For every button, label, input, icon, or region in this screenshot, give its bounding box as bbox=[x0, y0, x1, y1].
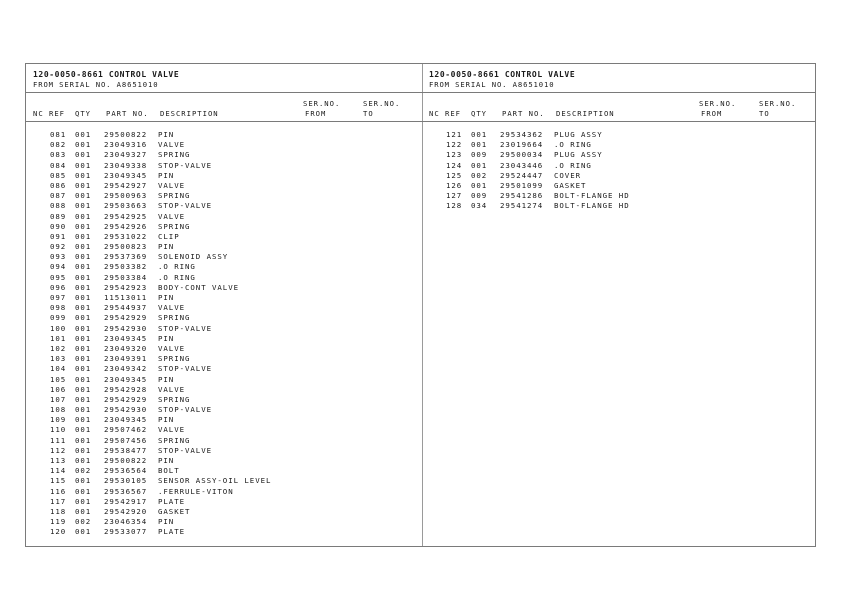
part-no-cell: 23019664 bbox=[500, 140, 544, 150]
qty-cell: 001 bbox=[75, 425, 92, 435]
part-no-cell: 23049327 bbox=[104, 150, 148, 160]
description-cell: PIN bbox=[158, 415, 175, 425]
qty-cell: 001 bbox=[75, 445, 92, 455]
table-row bbox=[26, 487, 422, 497]
table-row bbox=[26, 140, 422, 150]
header-ser-from-line2: FROM bbox=[701, 109, 723, 118]
description-cell: PLATE bbox=[158, 496, 185, 506]
table-row bbox=[26, 273, 422, 283]
table-row bbox=[26, 242, 422, 252]
ref-cell: 099 bbox=[50, 313, 67, 323]
part-no-cell: 23049345 bbox=[104, 170, 148, 180]
table-row bbox=[422, 171, 815, 181]
qty-cell: 001 bbox=[75, 293, 92, 302]
part-no-cell: 29500034 bbox=[500, 150, 544, 160]
table-row bbox=[26, 436, 422, 446]
header-ref: REF bbox=[49, 109, 65, 118]
ref-cell: 104 bbox=[50, 364, 67, 374]
ref-cell: 116 bbox=[50, 486, 67, 496]
qty-cell: 001 bbox=[75, 272, 92, 282]
qty-cell: 009 bbox=[471, 191, 488, 201]
part-no-cell: 29503382 bbox=[104, 262, 148, 272]
description-cell: .O RING bbox=[554, 160, 592, 170]
parts-list-page bbox=[25, 63, 816, 547]
header-part-no: PART NO. bbox=[106, 109, 149, 118]
ref-cell: 123 bbox=[446, 150, 463, 160]
column-headers bbox=[422, 92, 815, 122]
part-no-cell: 29542920 bbox=[104, 506, 148, 516]
part-no-cell: 29542928 bbox=[104, 384, 148, 394]
part-no-cell: 23049342 bbox=[104, 364, 148, 374]
table-row bbox=[422, 140, 815, 150]
ref-cell: 128 bbox=[446, 201, 463, 211]
assembly-title: 120-0050-8661 CONTROL VALVE bbox=[429, 70, 576, 79]
description-cell: .FERRULE-VITON bbox=[158, 486, 234, 496]
ref-cell: 090 bbox=[50, 221, 67, 231]
part-no-cell: 29533077 bbox=[104, 527, 148, 537]
description-cell: SPRING bbox=[158, 191, 191, 201]
ref-cell: 091 bbox=[50, 231, 67, 241]
description-cell: PIN bbox=[158, 130, 175, 139]
description-cell: PLUG ASSY bbox=[554, 150, 603, 160]
description-cell: COVER bbox=[554, 170, 581, 180]
ref-cell: 083 bbox=[50, 150, 67, 160]
header-ref: REF bbox=[445, 109, 461, 118]
description-cell: .O RING bbox=[554, 140, 592, 150]
table-row bbox=[26, 527, 422, 537]
parts-rows bbox=[422, 130, 815, 212]
ref-cell: 094 bbox=[50, 262, 67, 272]
ref-cell: 103 bbox=[50, 354, 67, 364]
table-row bbox=[26, 130, 422, 140]
table-row bbox=[26, 446, 422, 456]
header-qty: QTY bbox=[471, 109, 487, 118]
qty-cell: 001 bbox=[75, 313, 92, 323]
description-cell: SPRING bbox=[158, 435, 191, 445]
table-row bbox=[422, 130, 815, 140]
description-cell: SPRING bbox=[158, 313, 191, 323]
parts-rows bbox=[26, 130, 422, 538]
table-row bbox=[26, 466, 422, 476]
ref-cell: 110 bbox=[50, 425, 67, 435]
qty-cell: 001 bbox=[75, 405, 92, 415]
qty-cell: 001 bbox=[75, 242, 92, 252]
qty-cell: 001 bbox=[75, 506, 92, 516]
table-row bbox=[26, 191, 422, 201]
ref-cell: 112 bbox=[50, 445, 67, 455]
table-row bbox=[26, 324, 422, 334]
part-no-cell: 29542929 bbox=[104, 313, 148, 323]
description-cell: VALVE bbox=[158, 303, 185, 313]
ref-cell: 096 bbox=[50, 282, 67, 292]
description-cell: BOLT-FLANGE HD bbox=[554, 201, 630, 211]
assembly-title: 120-0050-8661 CONTROL VALVE bbox=[33, 70, 180, 79]
part-no-cell: 29541286 bbox=[500, 191, 544, 201]
table-row bbox=[26, 497, 422, 507]
description-cell: BOLT-FLANGE HD bbox=[554, 191, 630, 201]
table-row bbox=[26, 375, 422, 385]
header-description: DESCRIPTION bbox=[160, 109, 219, 118]
ref-cell: 118 bbox=[50, 506, 67, 516]
part-no-cell: 23049320 bbox=[104, 343, 148, 353]
part-no-cell: 23049338 bbox=[104, 160, 148, 170]
header-nc: NC bbox=[429, 109, 440, 118]
header-ser-to-line1: SER.NO. bbox=[759, 99, 797, 108]
part-no-cell: 23049345 bbox=[104, 415, 148, 425]
description-cell: PLUG ASSY bbox=[554, 130, 603, 139]
part-no-cell: 23049345 bbox=[104, 333, 148, 343]
table-row bbox=[26, 150, 422, 160]
table-row bbox=[26, 283, 422, 293]
description-cell: PIN bbox=[158, 456, 175, 465]
ref-cell: 125 bbox=[446, 170, 463, 180]
description-cell: STOP-VALVE bbox=[158, 405, 212, 415]
part-no-cell: 29503663 bbox=[104, 201, 148, 211]
part-no-cell: 29542923 bbox=[104, 282, 148, 292]
table-row bbox=[26, 161, 422, 171]
table-row bbox=[26, 476, 422, 486]
qty-cell: 001 bbox=[75, 201, 92, 211]
part-no-cell: 29542917 bbox=[104, 496, 148, 506]
right-panel bbox=[422, 64, 815, 546]
qty-cell: 001 bbox=[75, 496, 92, 506]
table-row bbox=[26, 415, 422, 425]
qty-cell: 001 bbox=[75, 140, 92, 150]
part-no-cell: 29542927 bbox=[104, 180, 148, 190]
part-no-cell: 29524447 bbox=[500, 170, 544, 180]
description-cell: SPRING bbox=[158, 394, 191, 404]
table-row bbox=[422, 191, 815, 201]
description-cell: PIN bbox=[158, 517, 175, 527]
part-no-cell: 29530105 bbox=[104, 476, 148, 486]
part-no-cell: 29541274 bbox=[500, 201, 544, 211]
ref-cell: 122 bbox=[446, 140, 463, 150]
left-panel bbox=[26, 64, 423, 546]
description-cell: SOLENOID ASSY bbox=[158, 252, 229, 262]
ref-cell: 101 bbox=[50, 333, 67, 343]
description-cell: .O RING bbox=[158, 262, 196, 272]
description-cell: GASKET bbox=[554, 180, 587, 190]
table-row bbox=[26, 385, 422, 395]
ref-cell: 093 bbox=[50, 252, 67, 262]
part-no-cell: 29531022 bbox=[104, 231, 148, 241]
description-cell: STOP-VALVE bbox=[158, 323, 212, 333]
header-ser-from-line1: SER.NO. bbox=[699, 99, 737, 108]
part-no-cell: 29536567 bbox=[104, 486, 148, 496]
ref-cell: 088 bbox=[50, 201, 67, 211]
description-cell: PIN bbox=[158, 333, 175, 343]
part-no-cell: 23043446 bbox=[500, 160, 544, 170]
ref-cell: 106 bbox=[50, 384, 67, 394]
description-cell: STOP-VALVE bbox=[158, 160, 212, 170]
ref-cell: 086 bbox=[50, 180, 67, 190]
table-row bbox=[26, 364, 422, 374]
table-row bbox=[26, 303, 422, 313]
part-no-cell: 29538477 bbox=[104, 445, 148, 455]
ref-cell: 100 bbox=[50, 323, 67, 333]
part-no-cell: 29542930 bbox=[104, 323, 148, 333]
panel-header bbox=[422, 64, 815, 93]
description-cell: PIN bbox=[158, 293, 175, 302]
part-no-cell: 29507456 bbox=[104, 435, 148, 445]
part-no-cell: 29542930 bbox=[104, 405, 148, 415]
description-cell: VALVE bbox=[158, 180, 185, 190]
part-no-cell: 29537369 bbox=[104, 252, 148, 262]
header-description: DESCRIPTION bbox=[556, 109, 615, 118]
header-qty: QTY bbox=[75, 109, 91, 118]
qty-cell: 001 bbox=[75, 160, 92, 170]
description-cell: SENSOR ASSY-OIL LEVEL bbox=[158, 476, 272, 486]
part-no-cell: 29501099 bbox=[500, 180, 544, 190]
ref-cell: 097 bbox=[50, 293, 67, 302]
ref-cell: 111 bbox=[50, 435, 67, 445]
ref-cell: 095 bbox=[50, 272, 67, 282]
table-row bbox=[26, 354, 422, 364]
part-no-cell: 23049345 bbox=[104, 374, 148, 384]
description-cell: PIN bbox=[158, 170, 175, 180]
qty-cell: 001 bbox=[75, 221, 92, 231]
header-part-no: PART NO. bbox=[502, 109, 545, 118]
ref-cell: 085 bbox=[50, 170, 67, 180]
description-cell: PLATE bbox=[158, 527, 185, 537]
header-ser-to-line2: TO bbox=[759, 109, 770, 118]
ref-cell: 087 bbox=[50, 191, 67, 201]
ref-cell: 089 bbox=[50, 211, 67, 221]
serial-range: FROM SERIAL NO. A8651010 bbox=[429, 80, 555, 89]
table-row bbox=[26, 222, 422, 232]
column-headers bbox=[26, 92, 422, 122]
description-cell: .O RING bbox=[158, 272, 196, 282]
qty-cell: 001 bbox=[75, 150, 92, 160]
ref-cell: 109 bbox=[50, 415, 67, 425]
qty-cell: 001 bbox=[75, 415, 92, 425]
description-cell: VALVE bbox=[158, 211, 185, 221]
table-row bbox=[26, 171, 422, 181]
part-no-cell: 29500823 bbox=[104, 242, 148, 252]
qty-cell: 001 bbox=[471, 160, 488, 170]
table-row bbox=[26, 252, 422, 262]
table-row bbox=[26, 344, 422, 354]
table-row bbox=[26, 313, 422, 323]
ref-cell: 115 bbox=[50, 476, 67, 486]
qty-cell: 001 bbox=[75, 323, 92, 333]
table-row bbox=[26, 405, 422, 415]
part-no-cell: 29500822 bbox=[104, 456, 148, 465]
description-cell: STOP-VALVE bbox=[158, 364, 212, 374]
panel-header bbox=[26, 64, 422, 93]
qty-cell: 002 bbox=[471, 170, 488, 180]
table-row bbox=[422, 150, 815, 160]
description-cell: PIN bbox=[158, 242, 175, 252]
table-row bbox=[26, 201, 422, 211]
ref-cell: 082 bbox=[50, 140, 67, 150]
qty-cell: 001 bbox=[75, 486, 92, 496]
table-row bbox=[26, 181, 422, 191]
description-cell: SPRING bbox=[158, 221, 191, 231]
header-ser-from-line2: FROM bbox=[305, 109, 327, 118]
qty-cell: 001 bbox=[75, 231, 92, 241]
table-row bbox=[422, 161, 815, 171]
ref-cell: 081 bbox=[50, 130, 67, 139]
header-nc: NC bbox=[33, 109, 44, 118]
ref-cell: 092 bbox=[50, 242, 67, 252]
part-no-cell: 29534362 bbox=[500, 130, 544, 139]
ref-cell: 107 bbox=[50, 394, 67, 404]
ref-cell: 119 bbox=[50, 517, 67, 527]
description-cell: VALVE bbox=[158, 140, 185, 150]
description-cell: SPRING bbox=[158, 354, 191, 364]
description-cell: BOLT bbox=[158, 466, 180, 476]
ref-cell: 126 bbox=[446, 180, 463, 190]
part-no-cell: 29507462 bbox=[104, 425, 148, 435]
part-no-cell: 29542926 bbox=[104, 221, 148, 231]
qty-cell: 001 bbox=[75, 191, 92, 201]
ref-cell: 114 bbox=[50, 466, 67, 476]
part-no-cell: 29536564 bbox=[104, 466, 148, 476]
ref-cell: 084 bbox=[50, 160, 67, 170]
qty-cell: 001 bbox=[75, 364, 92, 374]
part-no-cell: 11513011 bbox=[104, 293, 148, 302]
table-row bbox=[26, 517, 422, 527]
qty-cell: 001 bbox=[75, 354, 92, 364]
qty-cell: 001 bbox=[75, 435, 92, 445]
table-row bbox=[26, 232, 422, 242]
table-row bbox=[26, 425, 422, 435]
description-cell: CLIP bbox=[158, 231, 180, 241]
qty-cell: 009 bbox=[471, 150, 488, 160]
qty-cell: 002 bbox=[75, 517, 92, 527]
ref-cell: 105 bbox=[50, 374, 67, 384]
qty-cell: 001 bbox=[75, 180, 92, 190]
qty-cell: 001 bbox=[471, 140, 488, 150]
table-row bbox=[26, 456, 422, 466]
description-cell: VALVE bbox=[158, 384, 185, 394]
table-row bbox=[26, 334, 422, 344]
qty-cell: 001 bbox=[75, 384, 92, 394]
qty-cell: 001 bbox=[471, 180, 488, 190]
part-no-cell: 23049391 bbox=[104, 354, 148, 364]
description-cell: SPRING bbox=[158, 150, 191, 160]
qty-cell: 001 bbox=[75, 170, 92, 180]
ref-cell: 098 bbox=[50, 303, 67, 313]
ref-cell: 108 bbox=[50, 405, 67, 415]
qty-cell: 001 bbox=[75, 527, 92, 537]
table-row bbox=[422, 201, 815, 211]
ref-cell: 121 bbox=[446, 130, 463, 139]
qty-cell: 001 bbox=[75, 262, 92, 272]
qty-cell: 001 bbox=[75, 456, 92, 465]
qty-cell: 001 bbox=[75, 130, 92, 139]
part-no-cell: 29500963 bbox=[104, 191, 148, 201]
qty-cell: 034 bbox=[471, 201, 488, 211]
header-ser-to-line2: TO bbox=[363, 109, 374, 118]
part-no-cell: 29503384 bbox=[104, 272, 148, 282]
serial-range: FROM SERIAL NO. A8651010 bbox=[33, 80, 159, 89]
qty-cell: 001 bbox=[75, 211, 92, 221]
ref-cell: 113 bbox=[50, 456, 67, 465]
qty-cell: 001 bbox=[75, 476, 92, 486]
table-row bbox=[422, 181, 815, 191]
part-no-cell: 23046354 bbox=[104, 517, 148, 527]
description-cell: STOP-VALVE bbox=[158, 201, 212, 211]
part-no-cell: 29542925 bbox=[104, 211, 148, 221]
header-ser-to-line1: SER.NO. bbox=[363, 99, 401, 108]
ref-cell: 124 bbox=[446, 160, 463, 170]
qty-cell: 001 bbox=[75, 333, 92, 343]
part-no-cell: 23049316 bbox=[104, 140, 148, 150]
description-cell: GASKET bbox=[158, 506, 191, 516]
part-no-cell: 29500822 bbox=[104, 130, 148, 139]
part-no-cell: 29542929 bbox=[104, 394, 148, 404]
table-row bbox=[26, 212, 422, 222]
qty-cell: 001 bbox=[75, 252, 92, 262]
table-row bbox=[26, 507, 422, 517]
table-row bbox=[26, 293, 422, 303]
qty-cell: 001 bbox=[471, 130, 488, 139]
header-ser-from-line1: SER.NO. bbox=[303, 99, 341, 108]
qty-cell: 001 bbox=[75, 374, 92, 384]
ref-cell: 102 bbox=[50, 343, 67, 353]
description-cell: PIN bbox=[158, 374, 175, 384]
ref-cell: 120 bbox=[50, 527, 67, 537]
description-cell: VALVE bbox=[158, 343, 185, 353]
qty-cell: 001 bbox=[75, 303, 92, 313]
qty-cell: 002 bbox=[75, 466, 92, 476]
ref-cell: 117 bbox=[50, 496, 67, 506]
description-cell: STOP-VALVE bbox=[158, 445, 212, 455]
qty-cell: 001 bbox=[75, 394, 92, 404]
description-cell: VALVE bbox=[158, 425, 185, 435]
table-row bbox=[26, 262, 422, 272]
qty-cell: 001 bbox=[75, 343, 92, 353]
table-row bbox=[26, 395, 422, 405]
description-cell: BODY-CONT VALVE bbox=[158, 282, 239, 292]
qty-cell: 001 bbox=[75, 282, 92, 292]
part-no-cell: 29544937 bbox=[104, 303, 148, 313]
ref-cell: 127 bbox=[446, 191, 463, 201]
